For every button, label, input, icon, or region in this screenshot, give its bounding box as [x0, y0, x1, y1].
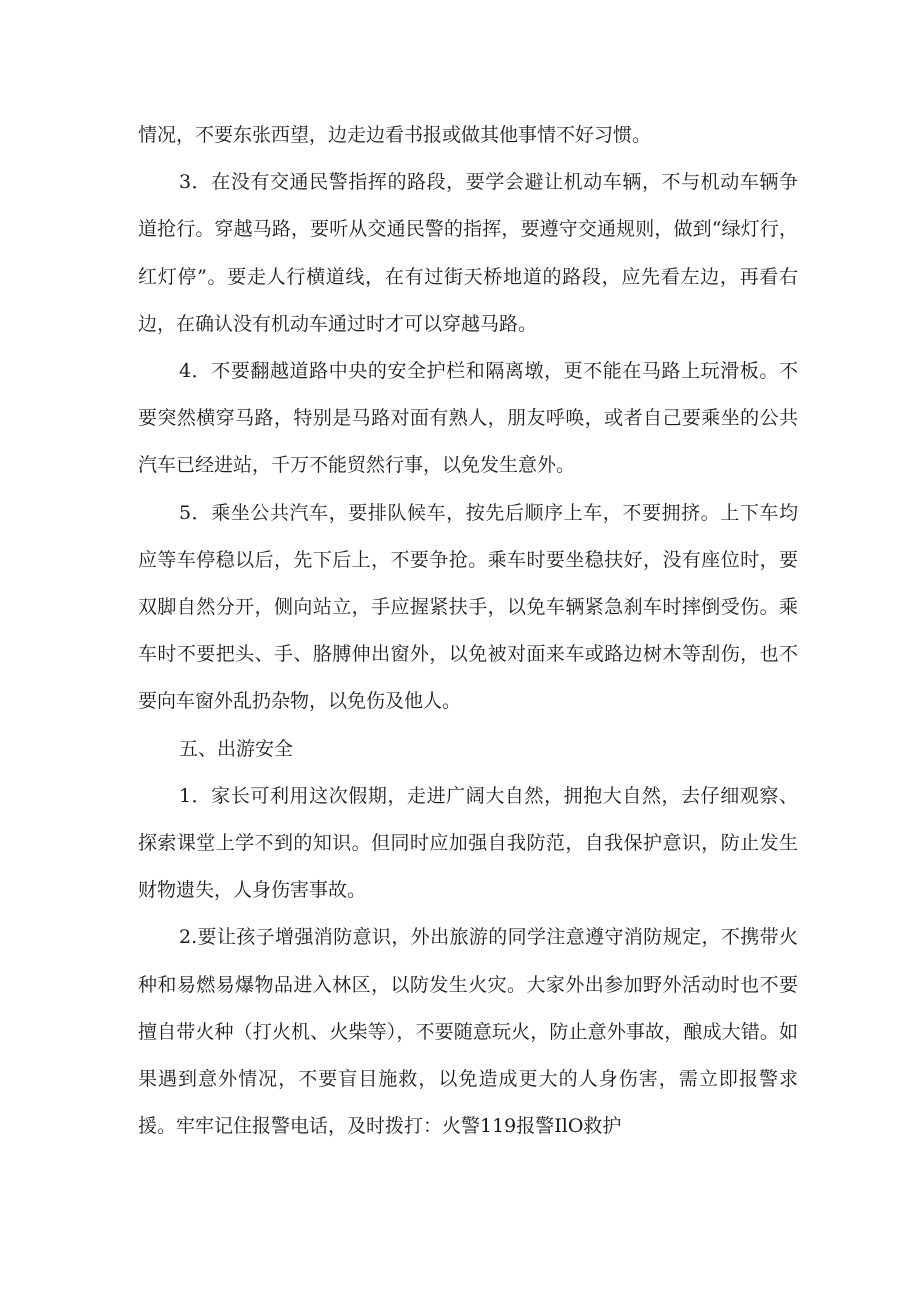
document-body	[138, 112, 798, 1150]
paragraph-item-5: 5．乘坐公共汽车，要排队候车，按先后顺序上车，不要拥挤。上下车均应等车停稳以后，先下后上，不要争抢。乘车时要坐稳扶好，没有座位时，要双脚自然分开，侧向站立，手应握紧扶手，以免车辆紧急刹车时摔倒受伤。乘车时不要把头、手、胳膊伸出窗外，以免被对面来车或路边树木等刮伤，也不要向车窗外乱扔杂物，以免伤及他人。	[138, 501, 798, 713]
paragraph-travel-1: 1．家长可利用这次假期，走进广阔大自然，拥抱大自然，去仔细观察、探索课堂上学不到的知识。但同时应加强自我防范，自我保护意识，防止发生财物遗失，人身伤害事故。	[138, 784, 798, 902]
section-heading-travel-safety: 五、出游安全	[179, 737, 294, 760]
paragraph-item-3: 3．在没有交通民警指挥的路段，要学会避让机动车辆，不与机动车辆争道抢行。穿越马路，要听从交通民警的指挥，要遵守交通规则，做到“绿灯行，红灯停”。要走人行横道线，在有过街天桥地道的路段，应先看左边，再看右边，在确认没有机动车通过时才可以穿越马路。	[138, 171, 798, 335]
paragraph-travel-2: 2.要让孩子增强消防意识，外出旅游的同学注意遵守消防规定，不携带火种和易燃易爆物品进入林区，以防发生火灾。大家外出参加野外活动时也不要擅自带火种（打火机、火柴等），不要随意玩火，防止意外事故，酿成大错。如果遇到意外情况，不要盲目施救，以免造成更大的人身伤害，需立即报警求援。牢牢记住报警电话，及时拨打：火警119报警IlO救护	[138, 926, 798, 1138]
paragraph-item-4: 4．不要翻越道路中央的安全护栏和隔离墩，更不能在马路上玩滑板。不要突然横穿马路，特别是马路对面有熟人，朋友呼唤，或者自己要乘坐的公共汽车已经进站，千万不能贸然行事，以免发生意外。	[138, 360, 798, 477]
paragraph-continued: 情况，不要东张西望，边走边看书报或做其他事情不好习惯。	[138, 124, 652, 146]
